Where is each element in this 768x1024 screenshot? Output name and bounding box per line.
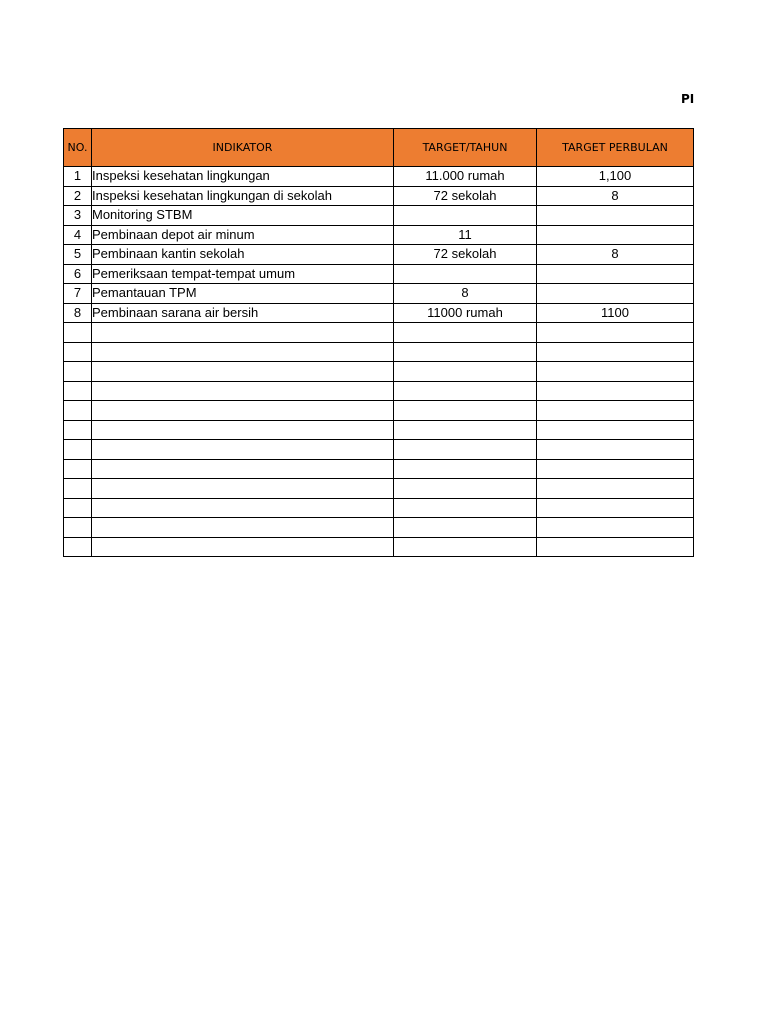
empty-cell	[64, 342, 92, 362]
empty-row	[64, 459, 694, 479]
table-row	[64, 186, 694, 206]
empty-cell	[394, 440, 537, 460]
empty-cell	[92, 362, 394, 382]
empty-row	[64, 498, 694, 518]
empty-cell	[64, 323, 92, 343]
page-title-fragment: PI	[681, 92, 695, 106]
empty-row	[64, 440, 694, 460]
empty-cell	[537, 479, 694, 499]
empty-row	[64, 323, 694, 343]
cell-target-tahun: 8	[394, 284, 537, 304]
empty-cell	[64, 362, 92, 382]
cell-indikator: Inspeksi kesehatan lingkungan	[92, 167, 394, 187]
empty-cell	[537, 323, 694, 343]
cell-no: 6	[64, 264, 92, 284]
cell-target-perbulan	[537, 264, 694, 284]
empty-row	[64, 381, 694, 401]
empty-cell	[537, 362, 694, 382]
header-no: NO.	[64, 129, 92, 167]
table-row	[64, 303, 694, 323]
empty-cell	[537, 381, 694, 401]
empty-cell	[537, 498, 694, 518]
table-row	[64, 206, 694, 226]
empty-row	[64, 518, 694, 538]
cell-target-perbulan	[537, 206, 694, 226]
cell-no: 4	[64, 225, 92, 245]
empty-cell	[394, 342, 537, 362]
cell-indikator: Pembinaan sarana air bersih	[92, 303, 394, 323]
empty-row	[64, 401, 694, 421]
empty-cell	[537, 459, 694, 479]
cell-no: 5	[64, 245, 92, 265]
cell-target-perbulan: 1,100	[537, 167, 694, 187]
empty-cell	[537, 518, 694, 538]
empty-cell	[92, 420, 394, 440]
empty-cell	[394, 362, 537, 382]
empty-cell	[92, 479, 394, 499]
empty-cell	[92, 381, 394, 401]
empty-cell	[64, 401, 92, 421]
cell-indikator: Pemantauan TPM	[92, 284, 394, 304]
cell-target-tahun: 11	[394, 225, 537, 245]
empty-cell	[92, 459, 394, 479]
empty-cell	[92, 498, 394, 518]
cell-target-tahun	[394, 206, 537, 226]
cell-indikator: Pembinaan depot air minum	[92, 225, 394, 245]
empty-cell	[64, 479, 92, 499]
cell-indikator: Inspeksi kesehatan lingkungan di sekolah	[92, 186, 394, 206]
cell-indikator: Pemeriksaan tempat-tempat umum	[92, 264, 394, 284]
empty-cell	[64, 381, 92, 401]
empty-cell	[537, 342, 694, 362]
table-row	[64, 225, 694, 245]
cell-target-perbulan	[537, 225, 694, 245]
empty-cell	[394, 518, 537, 538]
empty-cell	[394, 537, 537, 557]
header-target-perbulan: TARGET PERBULAN	[537, 129, 694, 167]
empty-cell	[394, 401, 537, 421]
cell-target-perbulan	[537, 284, 694, 304]
cell-target-tahun	[394, 264, 537, 284]
cell-target-perbulan: 8	[537, 186, 694, 206]
cell-target-tahun: 72 sekolah	[394, 245, 537, 265]
header-target-tahun: TARGET/TAHUN	[394, 129, 537, 167]
empty-cell	[394, 381, 537, 401]
empty-cell	[394, 420, 537, 440]
indicator-table	[63, 128, 694, 557]
cell-no: 7	[64, 284, 92, 304]
empty-cell	[394, 498, 537, 518]
empty-cell	[64, 518, 92, 538]
empty-cell	[64, 440, 92, 460]
empty-cell	[92, 342, 394, 362]
empty-cell	[394, 479, 537, 499]
empty-row	[64, 342, 694, 362]
empty-cell	[92, 440, 394, 460]
cell-target-tahun: 72 sekolah	[394, 186, 537, 206]
table-row	[64, 264, 694, 284]
table-row	[64, 245, 694, 265]
empty-cell	[537, 420, 694, 440]
header-row	[64, 129, 694, 167]
empty-row	[64, 537, 694, 557]
table-body	[64, 167, 694, 557]
empty-cell	[92, 323, 394, 343]
cell-target-tahun: 11.000 rumah	[394, 167, 537, 187]
empty-cell	[537, 401, 694, 421]
cell-indikator: Monitoring STBM	[92, 206, 394, 226]
cell-no: 3	[64, 206, 92, 226]
table-row	[64, 167, 694, 187]
empty-cell	[537, 537, 694, 557]
cell-target-tahun: 11000 rumah	[394, 303, 537, 323]
empty-cell	[92, 537, 394, 557]
empty-cell	[537, 440, 694, 460]
empty-cell	[394, 323, 537, 343]
cell-no: 2	[64, 186, 92, 206]
cell-no: 8	[64, 303, 92, 323]
empty-cell	[64, 498, 92, 518]
cell-target-perbulan: 1100	[537, 303, 694, 323]
empty-cell	[64, 420, 92, 440]
empty-row	[64, 420, 694, 440]
cell-target-perbulan: 8	[537, 245, 694, 265]
empty-row	[64, 479, 694, 499]
header-indikator: INDIKATOR	[92, 129, 394, 167]
cell-indikator: Pembinaan kantin sekolah	[92, 245, 394, 265]
empty-cell	[394, 459, 537, 479]
cell-no: 1	[64, 167, 92, 187]
empty-cell	[92, 401, 394, 421]
empty-cell	[64, 459, 92, 479]
empty-row	[64, 362, 694, 382]
empty-cell	[92, 518, 394, 538]
empty-cell	[64, 537, 92, 557]
table-row	[64, 284, 694, 304]
